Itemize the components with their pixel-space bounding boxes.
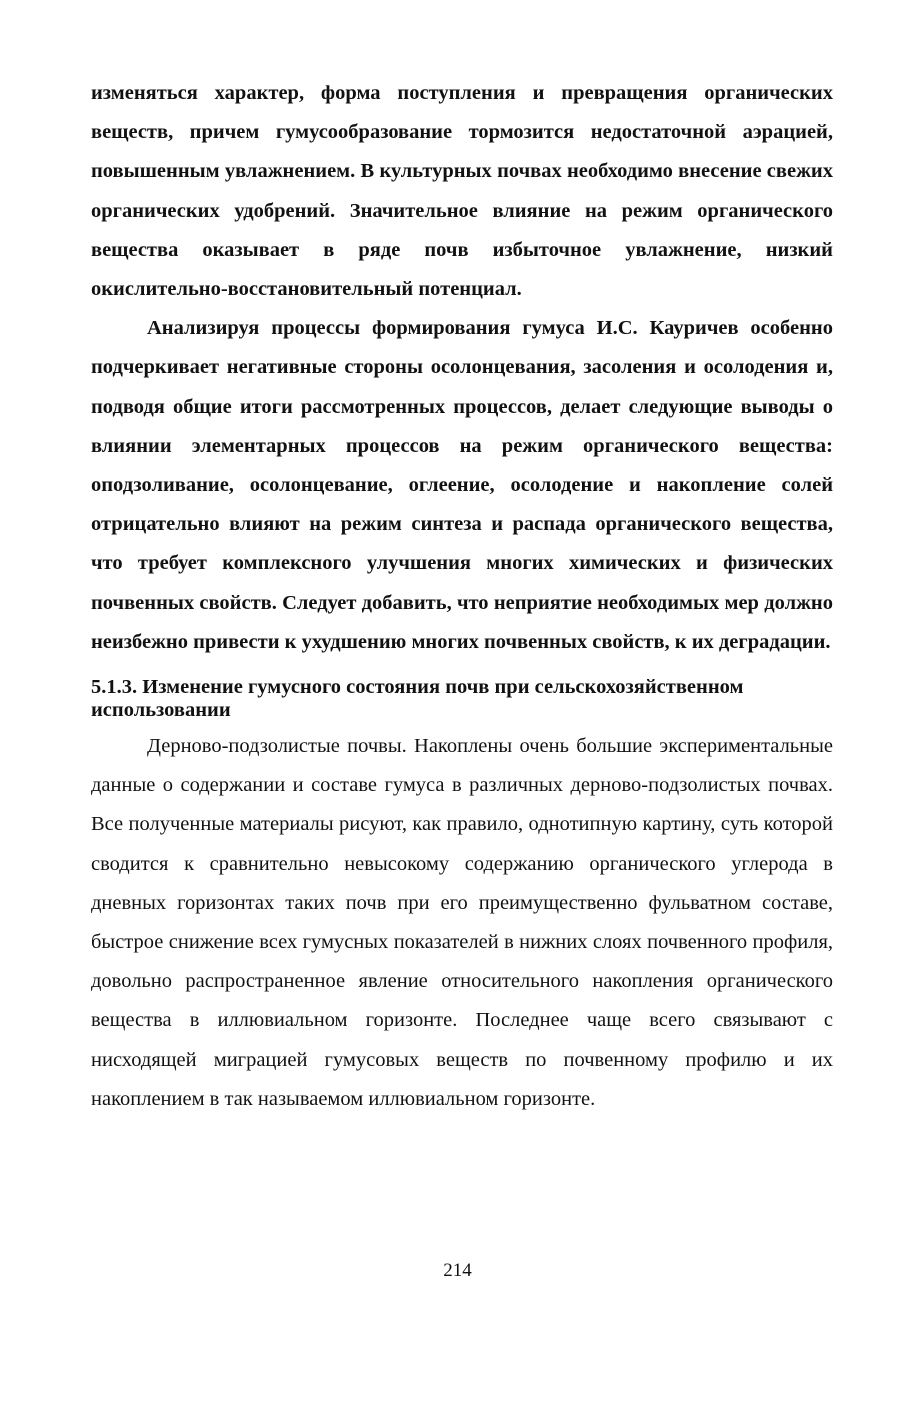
page-body	[91, 74, 833, 1119]
section-heading: 5.1.3. Изменение гумусного состояния почв при сельскохозяйственном использовании	[91, 676, 744, 722]
paragraph-continuation: изменяться характер, форма поступления и превращения органических веществ, причем гумусообразование тормозится недостаточной аэрацией, повышенным увлажнением. В культурных почвах необходимо внесение свежих органических удобрений. Значительное влияние на режим органического вещества оказывает в ряде почв избыточное увлажнение, низкий окислительно-восстановительный потенциал.	[91, 82, 833, 301]
page-number: 214	[443, 1260, 472, 1281]
paragraph-sod-podzolic: Дерново-подзолистые почвы. Накоплены очень большие экспериментальные данные о содержании и составе гумуса в различных дерново-подзолистых почвах. Все полученные материалы рисуют, как правило, однотипную картину, суть которой сводится к сравнительно невысокому содержанию органического углерода в дневных горизонтах таких почв при его преимущественно фульватном составе, быстрое снижение всех гумусных показателей в нижних слоях почвенного профиля, довольно распространенное явление относительного накопления органического вещества в иллювиальном горизонте. Последнее чаще всего связывают с нисходящей миграцией гумусовых веществ по почвенному профилю и их накоплением в так называемом иллювиальном горизонте.	[91, 735, 833, 1110]
paragraph-kaurichev: Анализируя процессы формирования гумуса И.С. Кауричев особенно подчеркивает негативные стороны осолонцевания, засоления и осолодения и, подводя общие итоги рассмотренных процессов, делает следующие выводы о влиянии элементарных процессов на режим органического вещества: оподзоливание, осолонцевание, оглеение, осолодение и накопление солей отрицательно влияют на режим синтеза и распада органического вещества, что требует комплексного улучшения многих химических и физических почвенных свойств. Следует добавить, что неприятие необходимых мер должно неизбежно привести к ухудшению многих почвенных свойств, к их деградации.	[91, 317, 833, 653]
